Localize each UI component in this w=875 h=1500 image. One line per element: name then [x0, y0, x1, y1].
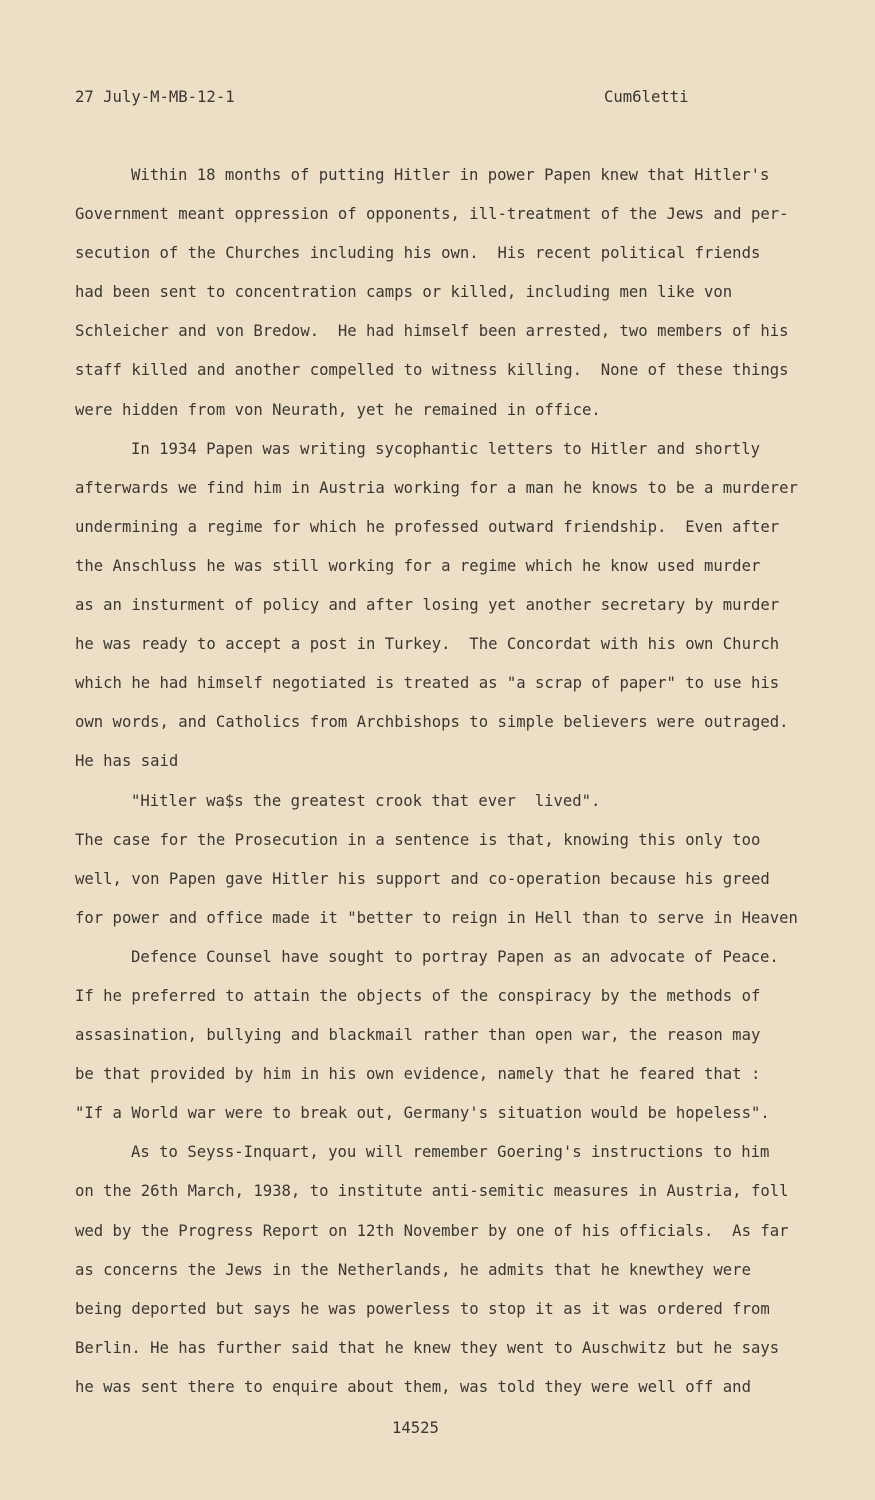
- page-number: 14525: [392, 1419, 439, 1437]
- text-line: [0, 282, 875, 321]
- text-line: [0, 243, 875, 282]
- text-line-content: secution of the Churches including his own. His recent political friends: [75, 244, 761, 263]
- reporter-name: Cum6letti: [604, 88, 689, 106]
- text-line-content: for power and office made it "better to reign in Hell than to serve in Heaven: [75, 908, 798, 927]
- text-line: [0, 204, 875, 243]
- text-line-content: had been sent to concentration camps or killed, including men like von: [75, 283, 733, 302]
- text-line-content: "If a World war were to break out, Germany's situation would be hopeless".: [75, 1104, 770, 1123]
- text-line: [0, 947, 875, 986]
- text-line-content: staff killed and another compelled to witness killing. None of these things: [75, 361, 789, 380]
- text-line: [0, 712, 875, 751]
- text-line-content: own words, and Catholics from Archbishops to simple believers were outraged.: [75, 713, 789, 732]
- text-line-content: as concerns the Jews in the Netherlands, he admits that he knewthey were: [75, 1260, 751, 1279]
- text-line: [0, 1064, 875, 1103]
- text-line-content: were hidden from von Neurath, yet he remained in office.: [75, 400, 601, 419]
- text-line-content: assasination, bullying and blackmail rather than open war, the reason may: [75, 1026, 761, 1045]
- text-line: [0, 791, 875, 830]
- text-line: [0, 1299, 875, 1338]
- text-line: [0, 1142, 875, 1181]
- text-line: [0, 400, 875, 439]
- text-line: [0, 165, 875, 204]
- text-line-content: being deported but says he was powerless to stop it as it was ordered from: [75, 1299, 770, 1318]
- text-line-content: the Anschluss he was still working for a regime which he know used murder: [75, 556, 761, 575]
- text-line: [0, 556, 875, 595]
- text-line: [0, 1260, 875, 1299]
- text-line: [0, 1103, 875, 1142]
- text-line-content: Government meant oppression of opponents, ill-treatment of the Jews and per-: [75, 205, 789, 224]
- text-line: [0, 1025, 875, 1064]
- text-line-content: which he had himself negotiated is treated as "a scrap of paper" to use his: [75, 674, 780, 693]
- text-line: [0, 830, 875, 869]
- text-line-content: Defence Counsel have sought to portray Papen as an advocate of Peace.: [131, 947, 779, 966]
- text-line: [0, 673, 875, 712]
- text-line: [0, 1338, 875, 1377]
- text-line-content: "Hitler wa$s the greatest crook that ever lived".: [131, 791, 601, 810]
- text-line: [0, 751, 875, 790]
- text-line-content: afterwards we find him in Austria working for a man he knows to be a murderer: [75, 478, 798, 497]
- text-line: [0, 908, 875, 947]
- text-line: [0, 439, 875, 478]
- text-line-content: The case for the Prosecution in a sentence is that, knowing this only too: [75, 830, 761, 849]
- text-line: [0, 360, 875, 399]
- text-line: [0, 478, 875, 517]
- text-line: [0, 595, 875, 634]
- text-line: [0, 986, 875, 1025]
- document-reference: 27 July-M-MB-12-1: [75, 88, 235, 106]
- text-line-content: As to Seyss-Inquart, you will remember Goering's instructions to him: [131, 1143, 770, 1162]
- text-line-content: on the 26th March, 1938, to institute anti-semitic measures in Austria, foll: [75, 1182, 789, 1201]
- text-line: [0, 321, 875, 360]
- text-line: [0, 869, 875, 908]
- text-line-content: In 1934 Papen was writing sycophantic letters to Hitler and shortly: [131, 439, 761, 458]
- text-line: [0, 1377, 875, 1416]
- text-line-content: undermining a regime for which he professed outward friendship. Even after: [75, 517, 780, 536]
- document-body: [0, 165, 875, 1416]
- text-line-content: he was ready to accept a post in Turkey. The Concordat with his own Church: [75, 635, 780, 654]
- text-line-content: he was sent there to enquire about them, was told they were well off and: [75, 1377, 751, 1396]
- text-line: [0, 634, 875, 673]
- text-line-content: He has said: [75, 752, 179, 771]
- text-line-content: If he preferred to attain the objects of the conspiracy by the methods of: [75, 986, 761, 1005]
- text-line: [0, 517, 875, 556]
- text-line-content: be that provided by him in his own evidence, namely that he feared that :: [75, 1065, 761, 1084]
- text-line-content: as an insturment of policy and after losing yet another secretary by murder: [75, 596, 780, 615]
- text-line: [0, 1181, 875, 1220]
- text-line-content: wed by the Progress Report on 12th November by one of his officials. As far: [75, 1221, 789, 1240]
- text-line: [0, 1221, 875, 1260]
- text-line-content: Schleicher and von Bredow. He had himself been arrested, two members of his: [75, 322, 789, 341]
- text-line-content: Within 18 months of putting Hitler in power Papen knew that Hitler's: [131, 166, 770, 184]
- text-line-content: well, von Papen gave Hitler his support and co-operation because his greed: [75, 869, 770, 888]
- text-line-content: Berlin. He has further said that he knew they went to Auschwitz but he says: [75, 1338, 780, 1357]
